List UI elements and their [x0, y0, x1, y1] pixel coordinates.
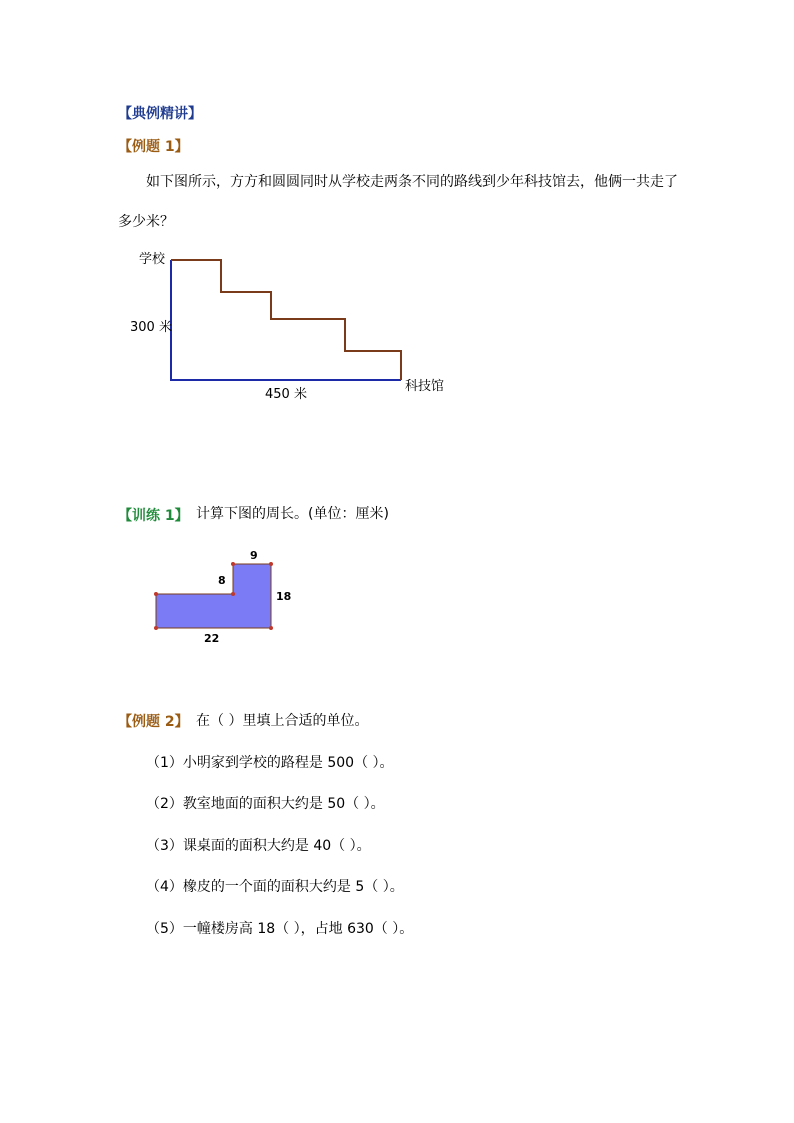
example1-heading: 【例题 1】 — [118, 139, 189, 155]
list-item-3: （3）课桌面的面积大约是 40（ ）。 — [146, 838, 371, 854]
example1-text-line2: 多少米？ — [118, 214, 174, 230]
label-height: 300 米 — [130, 320, 172, 335]
list-item-5: （5）一幢楼房高 18（ ），占地 630（ ）。 — [146, 921, 414, 937]
label-right: 18 — [276, 590, 292, 603]
label-width: 450 米 — [265, 387, 307, 402]
label-school: 学校 — [139, 252, 166, 267]
section-title: 【典例精讲】 — [118, 106, 202, 122]
training1-heading: 【训练 1】 — [118, 508, 189, 524]
training1-text: 计算下图的周长。(单位：厘米) — [196, 506, 389, 522]
label-bottom: 22 — [204, 632, 220, 645]
example2-heading: 【例题 2】 — [118, 714, 189, 730]
label-top: 9 — [250, 549, 258, 562]
example1-text-line1: 如下图所示，方方和圆圆同时从学校走两条不同的路线到少年科技馆去，他俩一共走了 — [146, 174, 678, 190]
example2-text: 在（ ）里填上合适的单位。 — [196, 713, 369, 729]
list-item-1: （1）小明家到学校的路程是 500（ ）。 — [146, 755, 394, 771]
label-inner: 8 — [218, 574, 226, 587]
list-item-4: （4）橡皮的一个面的面积大约是 5（ ）。 — [146, 879, 404, 895]
l-shape — [156, 564, 271, 628]
label-museum: 科技馆 — [405, 379, 445, 394]
list-item-2: （2）教室地面的面积大约是 50（ ）。 — [146, 796, 385, 812]
